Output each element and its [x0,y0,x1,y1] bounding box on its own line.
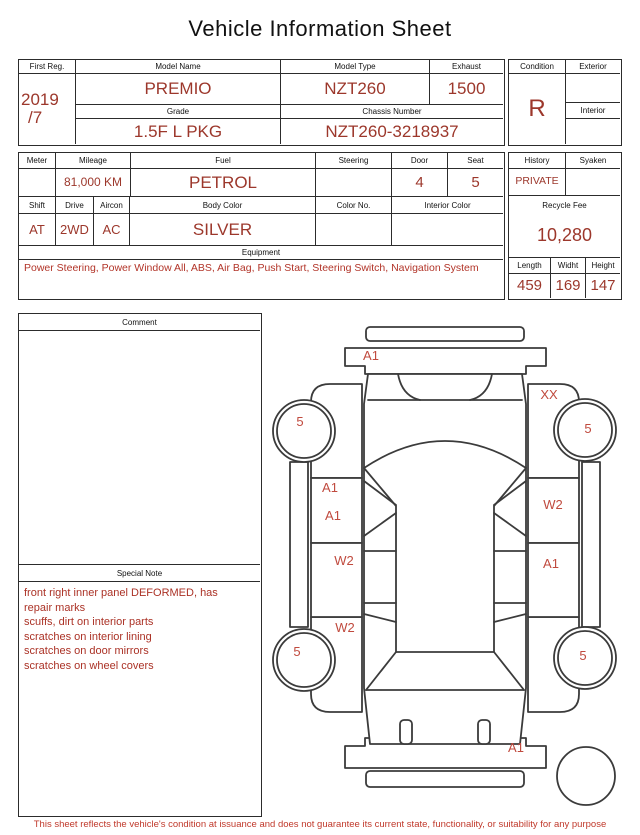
fuel-value: PETROL [131,169,316,197]
rear-trim [366,327,524,341]
disclaimer-text: This sheet reflects the vehicle's condition at issuance and does not guarantee its current state, functionality, or suitability for any purpose [33,819,607,830]
damage-label-right-rear-door: W2 [543,497,563,512]
special-note-line: front right inner panel DEFORMED, has [24,587,218,599]
drive-label: Drive [56,197,94,214]
recycle-fee-value: 10,280 [509,214,620,258]
body-color-value: SILVER [130,214,316,246]
headlight-left [400,720,412,744]
model-name-label: Model Name [76,60,281,74]
comment-value [19,331,260,564]
length-label: Length [509,258,551,274]
special-note-line: scuffs, dirt on interior parts [24,616,154,628]
first-reg-value [19,74,76,144]
fuel-label: Fuel [131,153,316,169]
wheel-front-left [277,633,331,687]
special-note-line: scratches on door mirrors [24,645,149,657]
mileage-label: Mileage [56,153,131,169]
spare-tire [557,747,615,805]
damage-label-left-rear-door-2: A1 [325,508,341,523]
right-front-door-panel [528,543,579,617]
syaken-value [566,169,620,196]
exhaust-label: Exhaust [430,60,503,74]
meter-label: Meter [19,153,56,169]
steering-label: Steering [316,153,392,169]
condition-value: R [509,74,566,144]
car-body [364,374,526,744]
wheel-grade-rear-left: 5 [296,414,304,429]
headlight-right [478,720,490,744]
special-note-line: scratches on interior lining [24,630,152,643]
grade-label: Grade [76,105,281,119]
color-no-value [316,214,392,246]
damage-label-rear-bumper: A1 [363,348,379,363]
recycle-fee-label: Recycle Fee [542,200,587,210]
wheel-grade-rear-right: 5 [584,421,592,436]
door-value: 4 [392,169,448,197]
comment-box [18,313,262,817]
width-label: Widht [551,258,586,274]
special-note-line: repair marks [24,601,86,614]
door-label: Door [392,153,448,169]
width-value: 169 [551,274,586,298]
model-name-value: PREMIO [76,74,281,105]
special-note-text [24,586,256,673]
first-reg-label: First Reg. [19,60,76,74]
page-title: Vehicle Information Sheet [188,16,452,41]
damage-label-right-rear-fender: XX [540,387,558,402]
interior-value [566,119,620,144]
grade-value: 1.5F L PKG [76,119,281,144]
mileage-value: 81,000 KM [56,169,131,197]
first-reg-year: 2019 [21,90,59,110]
condition-panel [508,59,622,146]
wheel-grade-front-right: 5 [579,648,587,663]
first-reg-month: /7 [28,108,43,127]
left-rocker-panel [290,462,308,627]
model-type-value: NZT260 [281,74,430,105]
right-rocker-panel [582,462,600,627]
front-lip [366,771,524,787]
damage-label-left-front-door: W2 [334,553,354,568]
shift-value: AT [19,214,56,246]
special-note-line: scratches on wheel covers [24,659,154,672]
seat-label: Seat [448,153,503,169]
body-color-label: Body Color [130,197,316,214]
interior-label: Interior [566,103,620,119]
height-label: Height [586,258,620,274]
damage-label-left-rear-door-1: A1 [322,480,338,495]
syaken-label: Syaken [566,153,620,169]
chassis-number-label: Chassis Number [281,105,503,119]
model-type-label: Model Type [281,60,430,74]
color-no-label: Color No. [316,197,392,214]
seat-value: 5 [448,169,503,197]
interior-color-value [392,214,503,246]
exhaust-value: 1500 [430,74,503,105]
special-note-label: Special Note [19,564,260,582]
shift-label: Shift [19,197,56,214]
history-label: History [509,153,566,169]
steering-value [316,169,392,197]
aircon-label: Aircon [94,197,130,214]
spec-table [18,152,505,300]
equipment-value: Power Steering, Power Window All, ABS, Air Bag, Push Start, Steering Switch, Navigation System [24,262,479,274]
drive-value: 2WD [56,214,94,246]
length-value: 459 [509,274,551,298]
exterior-label: Exterior [566,60,620,74]
meter-value [19,169,56,197]
chassis-number-value: NZT260-3218937 [325,121,459,141]
top-info-table [18,59,505,146]
exterior-value [566,74,620,103]
height-value: 147 [590,277,616,295]
vehicle-damage-diagram [268,312,640,820]
history-value: PRIVATE [509,169,566,196]
comment-label: Comment [19,314,260,331]
equipment-label: Equipment [19,246,503,260]
wheel-rear-left [277,404,331,458]
damage-label-front-bumper: A1 [508,740,524,755]
history-panel [508,152,622,300]
wheel-grade-front-left: 5 [293,644,301,659]
damage-label-right-front-door: A1 [543,556,559,571]
interior-color-label: Interior Color [392,197,503,214]
damage-label-left-front-fender: W2 [335,620,355,635]
aircon-value: AC [94,214,130,246]
condition-label: Condition [509,60,566,74]
